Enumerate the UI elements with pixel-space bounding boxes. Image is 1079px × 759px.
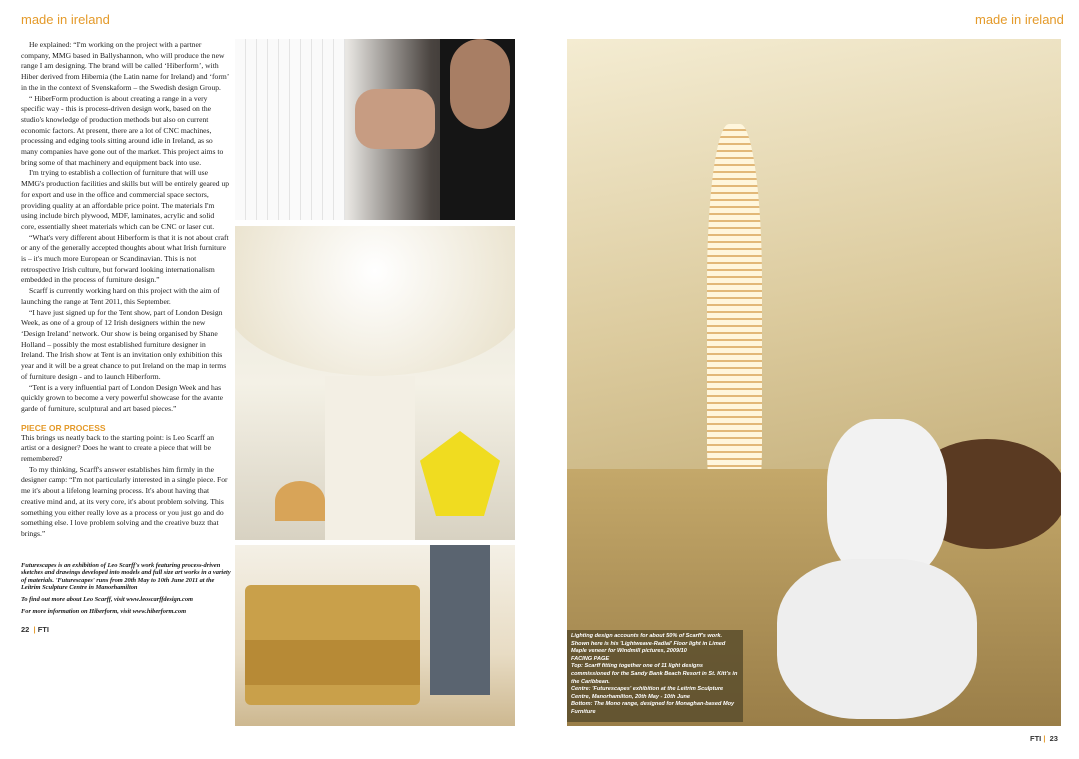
paragraph: Scarff is currently working hard on this project with the aim of launching the range at Tent 2011, this September. (21, 286, 220, 306)
paragraph: To my thinking, Scarff's answer establishes him firmly in the designer camp: “I'm not particularly interested in a single piece. For me it's about a lifelong learning process. It's about having that creative mind and, at its very core, it's about problem solving. This something you either really love as a process or you just go and do something else. I love problem solving and the creative buzz that brings.” (21, 464, 228, 538)
page-number: 22 (21, 625, 30, 635)
exhibition-text: Futurescapes is an exhibition of Leo Scarff's work featuring process-driven sketches and drawings developed into models and full size art works in a variety of materials. 'Futurescapes' runs from 20th May to 10th June 2011 at the Leitrim Sculpture Centre in Manorhamilton (21, 561, 231, 592)
paragraph: “Tent is a very influential part of London Design Week and has quickly grown to become a very powerful showcase for the avante garde of furniture, sculptural and art based pieces.” (21, 382, 224, 413)
hiberform-link-text: For more information on Hiberform, visit www.hiberform.com (21, 607, 187, 615)
footer-right: FTI | 23 (1030, 734, 1058, 743)
paragraph: “ HiberForm production is about creating a range in a very specific way - this is process-driven design work, based on the studio's knowledge of production methods but also on current economic factors. At present, there are a lot of CNC machines, processing and edging tools sitting around idle in Ireland, as so many companies have gone out of the market. This project aims to bring some of that machinery and equipment back into use. (21, 93, 224, 167)
exhibition-note (21, 562, 233, 620)
magazine-name: FTI (37, 625, 49, 635)
footer-left: 22 | FTI (21, 625, 49, 635)
article-column (21, 40, 231, 540)
left-page-text (21, 40, 233, 634)
paragraph: I'm trying to establish a collection of furniture that will use MMG's production facilities and skills but will be entirely geared up for export and use in the office and commercial space sectors, providing quality at an affordable price point. The materials I'm using include birch plywood, MDF, laminates, acrylic and solid core, essentially sheet materials which can be CNC or laser cut. (21, 168, 230, 231)
photo-mono-range-sofa (235, 545, 515, 726)
photo-lightweave-radial-floor-light (567, 39, 1061, 726)
photo-caption (567, 630, 743, 722)
paragraph: “What's very different about Hiberform is that it is not about craft or any of the generally accepted thoughts about what Irish furniture is – it's much more European or Scandinavian. This is not retrospective Irish culture, but forward looking internationalism embedded in the process of furniture design.” (21, 232, 229, 285)
paragraph: He explained: “I'm working on the project with a partner company, MMG based in Ballyshannon, who will produce the new range I am designing. The brand will be called ‘Hiberform’, with Hiber derived from Hibernia (the Latin name for Ireland) and ‘form’ in the in the context of Svenskaform – the Swedish design Group. (21, 40, 229, 92)
caption-line: FACING PAGE (571, 655, 610, 662)
magazine-name: FTI (1030, 734, 1042, 743)
paragraph: “I have just signed up for the Tent show, part of London Design Week, as one of a group of 12 Irish designers within the new ‘Design Ireland’ network. Our show is being organised by Shane Holland – possibly the most established furniture designer in Ireland. The Irish show at Tent is an invitation only exhibition this year and it will be a great chance to put Ireland on the map in terms of furniture design - and to launch Hiberform. (21, 307, 227, 381)
caption-line: Top: Scarff fitting together one of 11 light designs commissioned for the Sandy Bank Beach Resort in St. Kitt's in the Caribbean. (571, 663, 738, 685)
section-header-left: made in ireland (21, 12, 110, 27)
leo-link-text: To find out more about Leo Scarff, visit www.leoscarffdesign.com (21, 596, 194, 604)
caption-line: Lighting design accounts for about 50% of Scarff's work. Shown here is his 'Lightweave-Radial' Floor light in Limed Maple veneer for Windmill pictures, 2009/10 (571, 633, 726, 655)
page-number: 23 (1049, 734, 1058, 743)
photo-futurescapes-exhibition (235, 226, 515, 540)
caption-line: Centre: 'Futurescapes' exhibition at the Leitrim Sculpture Centre, Manorhamilton, 20th May - 10th June (571, 686, 724, 700)
photo-scarff-fitting-light (235, 39, 515, 220)
paragraph: This brings us neatly back to the starting point: is Leo Scarff an artist or a designer? Does he want to create a piece that will be remembered? (21, 432, 215, 464)
section-header-right: made in ireland (975, 12, 1064, 27)
caption-line: Bottom: The Mono range, designed for Monaghan-based Moy Furniture (571, 701, 735, 715)
subheading: PIECE OR PROCESS (21, 422, 106, 433)
